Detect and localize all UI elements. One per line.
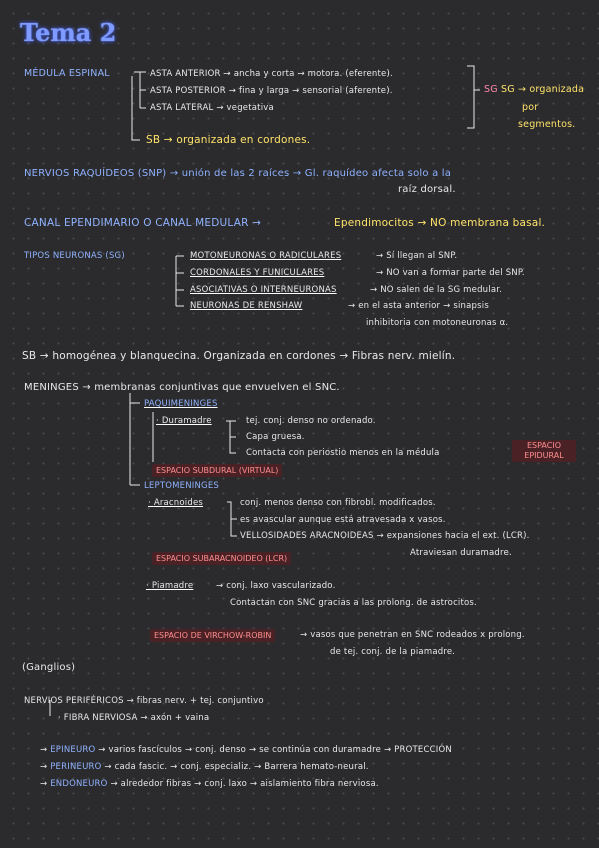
meninges-label: MENINGES → membranas conjuntivas que envuelven el SNC. — [24, 382, 340, 393]
canal-label: CANAL EPENDIMARIO O CANAL MEDULAR → — [24, 217, 262, 229]
ganglios: (Ganglios) — [22, 662, 76, 673]
tipos-neuronas-label: TIPOS NEURONAS (SG) — [24, 251, 125, 261]
sb-homogenea: SB → homogénea y blanquecina. Organizada en cordones → Fibras nerv. mielín. — [22, 350, 456, 362]
aracnoides: · Aracnoides — [148, 498, 204, 508]
asociativas: ASOCIATIVAS O INTERNEURONAS — [190, 285, 337, 295]
piamadre-label: Piamadre — [151, 581, 194, 591]
page-title: Tema 2 — [20, 18, 117, 47]
motoneuronas-desc: → Sí llegan al SNP. — [376, 251, 458, 261]
nervios-raquideos: NERVIOS RAQUÍDEOS (SNP) → unión de las 2 raíces → Gl. raquídeo afecta solo a la — [24, 168, 452, 179]
leptomeninges: LEPTOMENINGES — [144, 481, 219, 491]
piamadre: · Piamadre — [146, 581, 194, 591]
epineuro-label: EPINEURO — [50, 745, 96, 755]
ara-4: Atraviesan duramadre. — [410, 548, 512, 558]
asta-anterior: ASTA ANTERIOR → ancha y corta → motora. (eferente). — [150, 69, 393, 79]
epineuro-desc: → varios fascículos → conj. denso → se continúa con duramadre → PROTECCIÓN — [98, 745, 452, 755]
canal-value: Ependimocitos → NO membrana basal. — [334, 217, 546, 229]
duramadre-label: Duramadre — [161, 416, 212, 426]
perineuro-label: PERINEURO — [50, 762, 102, 772]
dura-1: tej. conj. denso no ordenado. — [246, 416, 376, 426]
endoneuro-row: → ENDONEURO → alrededor fibras → conj. laxo → aislamiento fibra nerviosa. — [40, 779, 379, 789]
motoneuronas: MOTONEURONAS O RADICULARES — [190, 251, 342, 261]
endoneuro-desc: → alrededor fibras → conj. laxo → aislamiento fibra nerviosa. — [110, 779, 379, 789]
renshaw-desc: → en el asta anterior → sinapsis — [348, 301, 489, 311]
espacio-virchow-badge: ESPACIO DE VIRCHOW-ROBIN — [150, 629, 275, 642]
medula-label: MÉDULA ESPINAL — [24, 68, 110, 79]
ara-1: conj. menos denso con fibrobl. modificados. — [240, 498, 436, 508]
asociativas-desc: → NO salen de la SG medular. — [370, 285, 503, 295]
pia-2: Contactan con SNC gracias a las prolong. de astrocitos. — [230, 598, 477, 608]
asta-posterior: ASTA POSTERIOR → fina y larga → sensorial (aferente). — [150, 86, 393, 96]
epineuro-row: → EPINEURO → varios fascículos → conj. denso → se continúa con duramadre → PROTECCIÓN — [40, 745, 452, 755]
paquimeninges: PAQUIMENINGES — [144, 399, 218, 409]
espacio-subdural-badge: ESPACIO SUBDURAL (VIRTUAL) — [152, 464, 282, 477]
sg-por: por — [522, 102, 539, 113]
perineuro-desc: → cada fascic. → conj. especializ. → Barrera hemato-neural. — [104, 762, 369, 772]
cordonales: CORDONALES Y FUNICULARES — [190, 268, 325, 278]
espacio-epidural-badge: ESPACIO EPIDURAL — [512, 440, 576, 462]
aracnoides-label: Aracnoides — [153, 498, 204, 508]
sg-organizada: SG SG → organizada — [484, 84, 585, 95]
raiz-dorsal: raíz dorsal. — [398, 184, 456, 195]
duramadre: · Duramadre — [156, 416, 212, 426]
sb-cordones: SB → organizada en cordones. — [146, 134, 311, 146]
sg-segmentos: segmentos. — [518, 119, 576, 130]
nervios-perifericos: NERVIOS PERIFÉRICOS → fibras nerv. + tej. conjuntivo — [24, 696, 264, 706]
dura-2: Capa gruesa. — [246, 432, 305, 442]
ara-2: es avascular aunque está atravesada x vasos. — [240, 515, 446, 525]
dura-3: Contacta con periostio menos en la médula — [246, 448, 440, 458]
renshaw-desc2: inhibitoria con motoneuronas α. — [366, 318, 509, 328]
asta-lateral: ASTA LATERAL → vegetativa — [150, 103, 274, 113]
endoneuro-label: ENDONEURO — [50, 779, 108, 789]
virchow-desc: → vasos que penetran en SNC rodeados x prolong. — [300, 630, 525, 640]
virchow-desc2: de tej. conj. de la piamadre. — [330, 647, 456, 657]
sg-text: SG → organizada — [501, 84, 585, 95]
cordonales-desc: → NO van a formar parte del SNP. — [376, 268, 525, 278]
pia-1: → conj. laxo vascularizado. — [216, 581, 336, 591]
perineuro-row: → PERINEURO → cada fascic. → conj. especializ. → Barrera hemato-neural. — [40, 762, 369, 772]
renshaw: NEURONAS DE RENSHAW — [190, 301, 303, 311]
ara-3: VELLOSIDADES ARACNOIDEAS → expansiones hacia el ext. (LCR). — [240, 531, 530, 541]
espacio-subaracnoideo-badge: ESPACIO SUBARACNOIDEO (LCR) — [152, 552, 291, 565]
fibra-nerviosa: · FIBRA NERVIOSA → axón + vaina — [58, 713, 210, 723]
